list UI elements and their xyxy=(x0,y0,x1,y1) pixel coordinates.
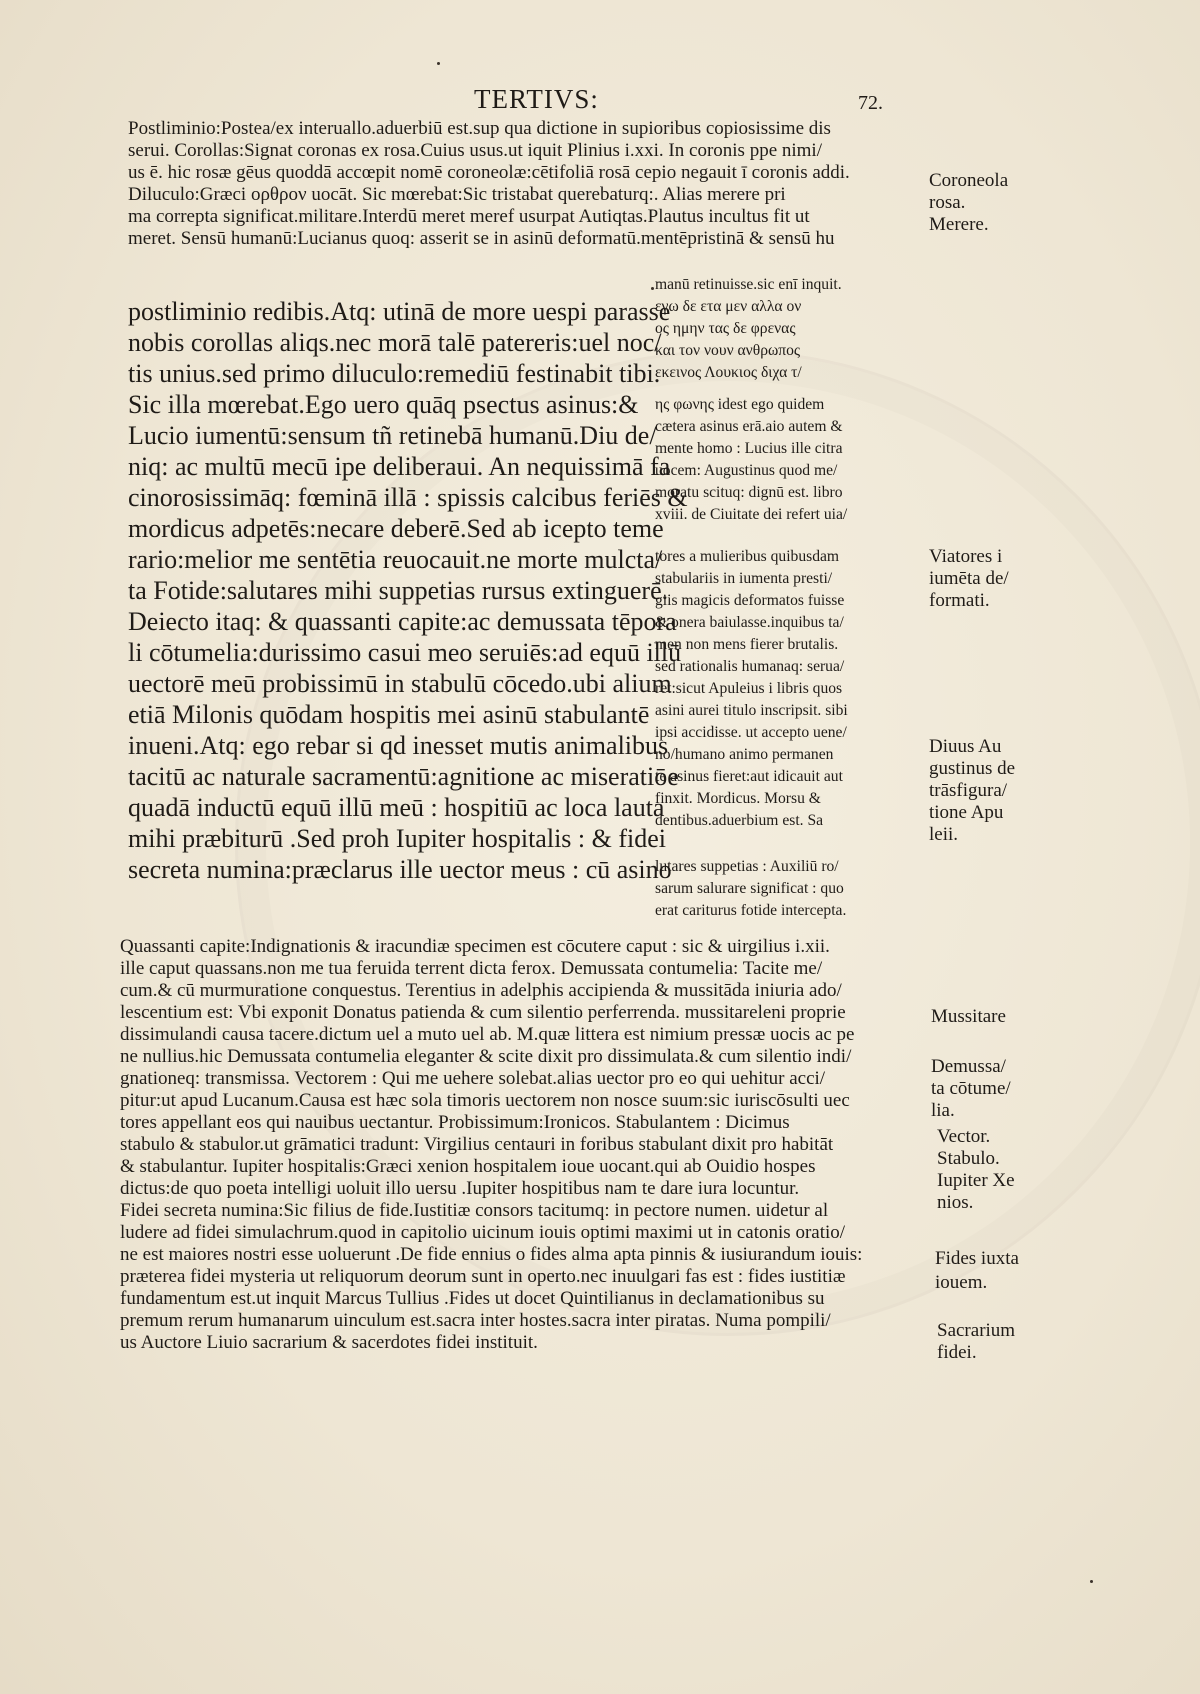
commentary-line: sarum salurare significat : quo xyxy=(655,880,844,897)
commentary-line: mente homo : Lucius ille citra xyxy=(655,440,843,457)
text-line: Deiecto itaq: & quassanti capite:ac demussata tēpora xyxy=(128,607,677,636)
commentary-line: & stabulantur. Iupiter hospitalis:Græci xenion hospitalem ioue uocant.qui ab Ouidio hospes xyxy=(120,1156,816,1177)
commentary-line: Fidei secreta numina:Sic filius de fide.Iustitiæ consors tacitumq: in pectore numen. uidetur al xyxy=(120,1200,829,1221)
text-line: etiā Milonis quōdam hospitis mei asinū stabulantē xyxy=(128,700,650,729)
margin-note-augustinus: Diuus Au xyxy=(929,736,1002,757)
commentary-line: lutares suppetias : Auxiliū ro/ xyxy=(655,858,839,875)
commentary-line: & onera baiulasse.inquibus ta/ xyxy=(655,614,844,631)
commentary-line: uocem: Augustinus quod me/ xyxy=(655,462,838,479)
margin-note-demussata: ta cōtume/ xyxy=(931,1078,1011,1099)
text-line: Lucio iumentū:sensum tñ retinebā humanū.Diu de/ xyxy=(128,421,657,450)
margin-note-vector: Vector. xyxy=(937,1126,991,1147)
commentary-line: ret:sicut Apuleius i libris quos xyxy=(655,680,843,697)
commentary-line: pitur:ut apud Lucanum.Causa est hæc sola timoris uectorem non nosce suum:sic iuriscōsulti uec xyxy=(120,1090,850,1111)
commentary-line: dentibus.aduerbium est. Sa xyxy=(655,812,824,829)
commentary-line: ma correpta significat.militare.Interdū meret meref usurpat Autiqtas.Plautus incultus fit ut xyxy=(128,206,810,227)
margin-note-merere: Merere. xyxy=(929,214,989,235)
text-line: cinorosissimāq: fœminā illā : spissis calcibus feriēs & xyxy=(128,483,688,512)
commentary-line: ipsi accidisse. ut accepto uene/ xyxy=(655,724,847,741)
text-line: Sic illa mœrebat.Ego uero quāq psectus asinus:& xyxy=(128,390,639,419)
margin-note-vector: Iupiter Xe xyxy=(937,1170,1015,1191)
text-line: quadā inductū equū illū meū : hospitiū ac loca lauta xyxy=(128,793,665,822)
text-line: mordicus adpetēs:necare deberē.Sed ab icepto teme xyxy=(128,514,664,543)
ink-speck xyxy=(1090,1580,1093,1583)
text-line: inueni.Atq: ego rebar si qd inesset mutis animalibus xyxy=(128,731,669,760)
margin-note-fides: iouem. xyxy=(935,1272,988,1293)
margin-note-vector: nios. xyxy=(937,1192,974,1213)
commentary-line: Diluculo:Græci ορθρον uocāt. Sic mœrebat:Sic tristabat querebaturq:. Alias merere pri xyxy=(128,184,786,205)
text-line: niq: ac multū mecū ipe deliberaui. An nequissimā fa xyxy=(128,452,671,481)
commentary-line: xviii. de Ciuitate dei refert uia/ xyxy=(655,506,848,523)
margin-note-augustinus: gustinus de xyxy=(929,758,1016,779)
text-line: nobis corollas aliqs.nec morā talē patereris:uel noc/ xyxy=(128,328,662,357)
commentary-line: ludere ad fidei simulachrum.quod in capitolio uicinum iouis optimi maximi ut in catonis oratio/ xyxy=(120,1222,846,1243)
commentary-line: præterea fidei mysteria ut reliquorum deorum sunt in operto.nec inuulgari fas est : fides iustitiæ xyxy=(120,1266,846,1287)
commentary-line: meret. Sensū humanū:Lucianus quoq: asserit se in asinū deformatū.mentēpristinā & sensū hu xyxy=(128,228,835,249)
folio-number: 72. xyxy=(858,92,883,114)
commentary-line: lescentium est: Vbi exponit Donatus patienda & cum silentio perferrenda. mussitareleni proprie xyxy=(120,1002,846,1023)
margin-note-coroneola: Coroneola xyxy=(929,170,1009,191)
margin-note-coroneola: rosa. xyxy=(929,192,966,213)
text-line: ta Fotide:salutares mihi suppetias rursus extinguerē. xyxy=(128,576,669,605)
commentary-line: gnationeq: transmissa. Vectorem : Qui me uehere solebat.alias uector pro eo qui uehitur acci/ xyxy=(120,1068,826,1089)
margin-note-mussitare: Mussitare xyxy=(931,1006,1006,1027)
ink-speck xyxy=(437,62,440,65)
commentary-line: finxit. Mordicus. Morsu & xyxy=(655,790,821,807)
margin-note-augustinus: trāsfigura/ xyxy=(929,780,1008,801)
commentary-line: stabulariis in iumenta presti/ xyxy=(655,570,833,587)
margin-note-fides: Fides iuxta xyxy=(935,1248,1019,1269)
margin-note-vector: Stabulo. xyxy=(937,1148,1000,1169)
commentary-line: tores a mulieribus quibusdam xyxy=(655,548,840,565)
margin-note-augustinus: tione Apu xyxy=(929,802,1004,823)
text-line: mihi præbiturū .Sed proh Iupiter hospitalis : & fidei xyxy=(128,824,667,853)
commentary-line: ne est maiores nostri esse uoluerunt .De fide ennius o fides alma apta pinnis & iusiurandum iouis: xyxy=(120,1244,863,1265)
commentary-line: ne nullius.hic Demussata contumelia eleganter & scite dixit pro dissimulata.& cum silentio indi/ xyxy=(120,1046,852,1067)
margin-note-viatores: formati. xyxy=(929,590,990,611)
commentary-line: ης φωνης idest ego quidem xyxy=(655,396,825,413)
commentary-line: και τον νουν ανθρωπος xyxy=(655,342,801,359)
commentary-line: manū retinuisse.sic enī inquit. xyxy=(655,276,842,293)
commentary-line: Quassanti capite:Indignationis & iracundiæ specimen est cōcutere caput : sic & uirgilius i.xii. xyxy=(120,936,830,957)
commentary-line: dissimulandi causa tacere.dictum uel a muto uel ab. M.quæ littera est nimium pressæ uocis ac pe xyxy=(120,1024,855,1045)
margin-note-demussata: Demussa/ xyxy=(931,1056,1006,1077)
text-line: li cōtumelia:durissimo casui meo seruiēs:ad equū illū xyxy=(128,638,682,667)
margin-note-augustinus: leii. xyxy=(929,824,959,845)
commentary-line: us Auctore Liuio sacrarium & sacerdotes fidei instituit. xyxy=(120,1332,538,1353)
margin-note-viatores: Viatores i xyxy=(929,546,1003,567)
commentary-line: asini aurei titulo inscripsit. sibi xyxy=(655,702,848,719)
commentary-line: ille caput quassans.non me tua feruida terrent dicta ferox. Demussata contumelia: Tacite me/ xyxy=(120,958,823,979)
text-line: uectorē meū probissimū in stabulū cōcedo.ubi alium xyxy=(128,669,672,698)
commentary-line: cum.& cū murmuratione conquestus. Terentius in adelphis accipienda & mussitāda iniuria ado/ xyxy=(120,980,842,1001)
commentary-line: men non mens fierer brutalis. xyxy=(655,636,839,653)
commentary-line: sed rationalis humanaq: serua/ xyxy=(655,658,845,675)
running-head: TERTIVS: xyxy=(474,84,599,114)
commentary-line: no/humano animo permanen xyxy=(655,746,834,763)
text-line: rario:melior me sentētia reuocauit.ne morte mulcta/ xyxy=(128,545,663,574)
commentary-line: εκεινος Λουκιος διχα τ/ xyxy=(655,364,802,381)
margin-note-sacrarium: Sacrarium xyxy=(937,1320,1016,1341)
text-line: secreta numina:præclarus ille uector meus : cū asino xyxy=(128,855,672,884)
ink-speck xyxy=(651,287,654,290)
commentary-line: premum rerum humanarum uinculum est.sacra inter hostes.sacra inter piratas. Numa pompili/ xyxy=(120,1310,831,1331)
commentary-line: moratu scituq: dignū est. libro xyxy=(655,484,843,501)
text-line: postliminio redibis.Atq: utinā de more uespi parasse xyxy=(128,297,671,326)
commentary-line: ος ημην τας δε φρενας xyxy=(655,320,796,337)
margin-note-demussata: lia. xyxy=(931,1100,955,1121)
commentary-line: giis magicis deformatos fuisse xyxy=(655,592,845,609)
margin-note-viatores: iumēta de/ xyxy=(929,568,1009,589)
commentary-line: serui. Corollas:Signat coronas ex rosa.Cuius usus.ut iquit Plinius i.xxi. In coronis ppe nimi/ xyxy=(128,140,822,161)
commentary-line: erat cariturus fotide intercepta. xyxy=(655,902,847,919)
commentary-line: te asinus fieret:aut idicauit aut xyxy=(655,768,843,785)
margin-note-sacrarium: fidei. xyxy=(937,1342,977,1363)
commentary-line: us ē. hic rosæ gēus quoddā accœpit nomē coroneolæ:cētifoliā rosā cepio negauit ī coronis addi. xyxy=(128,162,850,183)
commentary-line: fundamentum est.ut inquit Marcus Tullius .Fides ut docet Quintilianus in declamationibus su xyxy=(120,1288,825,1309)
commentary-line: cætera asinus erā.aio autem & xyxy=(655,418,843,435)
commentary-line: εγω δε ετα μεν αλλα ον xyxy=(655,298,802,315)
text-line: tis unius.sed primo diluculo:remediū festinabit tibi. xyxy=(128,359,661,388)
commentary-line: Postliminio:Postea/ex interuallo.aduerbiū est.sup qua dictione in supioribus copiosissime dis xyxy=(128,118,831,139)
text-line: tacitū ac naturale sacramentū:agnitione ac miseratiōe xyxy=(128,762,679,791)
commentary-line: dictus:de quo poeta intelligi uoluit illo uersu .Iupiter hospitibus nam te dare iura locuntur. xyxy=(120,1178,800,1199)
commentary-line: tores appellant eos qui nauibus uectantur. Probissimum:Ironicos. Stabulantem : Dicimus xyxy=(120,1112,790,1133)
commentary-line: stabulo & stabulor.ut grāmatici tradunt: Virgilius centauri in foribus stabulant dixit pro habitāt xyxy=(120,1134,834,1155)
